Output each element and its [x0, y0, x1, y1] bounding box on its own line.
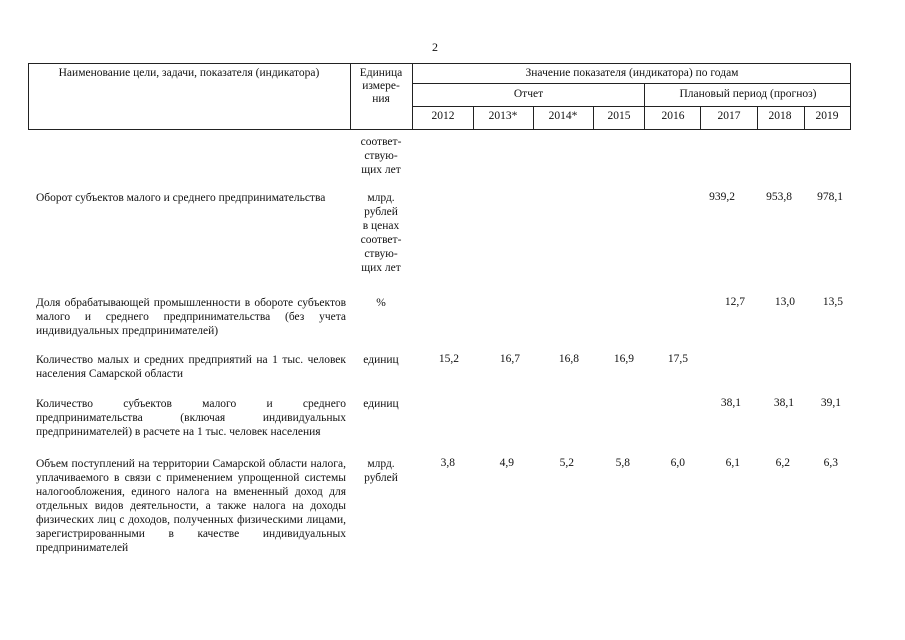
year-2013: 2013*: [488, 110, 518, 122]
year-2015: 2015: [607, 110, 631, 122]
row-name: Объем поступлений на территории Самарской области налога, уплачиваемого в связи с применением упрощенной системы налогообложения, единого налога на вмененный доход для отдельных видов деятельности, а также налога на доходы физических лиц с доходов, полученных физическими лицами, зарегистрированными в качестве индивидуальных предпринимателей: [36, 458, 346, 554]
header-values-col: Значение показателя (индикатора) по годам: [525, 67, 739, 79]
row-name: Количество субъектов малого и среднего предпринимательства (включая индивидуальных предпринимателей) в расчете на 1 тыс. человек населения: [36, 398, 346, 438]
value-2018: 953,8: [766, 191, 792, 203]
value-2012: 15,2: [438, 353, 459, 365]
value-2015: 16,9: [613, 353, 634, 365]
header-bottom-border: [28, 129, 851, 130]
value-2015: 5,8: [615, 457, 630, 469]
value-2019: 39,1: [820, 397, 841, 409]
carry-unit: соответ- ствую- щих лет: [360, 136, 402, 176]
year-2014: 2014*: [548, 110, 578, 122]
header-top-border: [28, 63, 851, 64]
header-name-col: Наименование цели, задачи, показателя (индикатора): [58, 67, 320, 79]
header-line-1: [412, 83, 851, 84]
value-2013: 4,9: [499, 457, 514, 469]
value-2016: 17,5: [667, 353, 688, 365]
value-2014: 16,8: [558, 353, 579, 365]
page-number: 2: [432, 40, 438, 54]
col-border-2015: [644, 83, 645, 130]
value-2013: 16,7: [499, 353, 520, 365]
year-2018: 2018: [768, 110, 792, 122]
value-2019: 978,1: [817, 191, 843, 203]
header-report: Отчет: [513, 88, 544, 100]
col-border-left: [28, 63, 29, 130]
row-unit: %: [376, 297, 386, 309]
row-unit: млрд. рублей в ценах соответ- ствую- щих лет: [360, 192, 402, 274]
row-name: Количество малых и средних предприятий на 1 тыс. человек населения Самарской области: [36, 354, 346, 380]
year-2016: 2016: [661, 110, 685, 122]
value-2018: 6,2: [775, 457, 790, 469]
value-2018: 13,0: [774, 296, 795, 308]
year-2017: 2017: [717, 110, 741, 122]
header-plan: Плановый период (прогноз): [679, 88, 817, 100]
value-2014: 5,2: [559, 457, 574, 469]
row-unit: млрд. рублей: [364, 458, 398, 484]
row-unit: единиц: [363, 354, 399, 366]
year-2019: 2019: [815, 110, 839, 122]
col-border-name: [350, 63, 351, 130]
row-name: Доля обрабатывающей промышленности в обороте субъектов малого и среднего предпринимательства (без учета индивидуальных предпринимателей): [36, 297, 346, 337]
col-border-2013: [533, 106, 534, 130]
row-name: Оборот субъектов малого и среднего предпринимательства: [36, 192, 326, 204]
value-2018: 38,1: [773, 397, 794, 409]
col-border-unit: [412, 63, 413, 130]
value-2017: 6,1: [725, 457, 740, 469]
value-2019: 13,5: [822, 296, 843, 308]
value-2017: 939,2: [709, 191, 735, 203]
row-unit: единиц: [363, 398, 399, 410]
value-2019: 6,3: [823, 457, 838, 469]
header-line-2: [412, 106, 851, 107]
value-2012: 3,8: [440, 457, 455, 469]
year-2012: 2012: [431, 110, 455, 122]
col-border-2012: [473, 106, 474, 130]
header-unit-col: Единица измере- ния: [359, 67, 403, 105]
value-2017: 12,7: [724, 296, 745, 308]
value-2017: 38,1: [720, 397, 741, 409]
value-2016: 6,0: [670, 457, 685, 469]
